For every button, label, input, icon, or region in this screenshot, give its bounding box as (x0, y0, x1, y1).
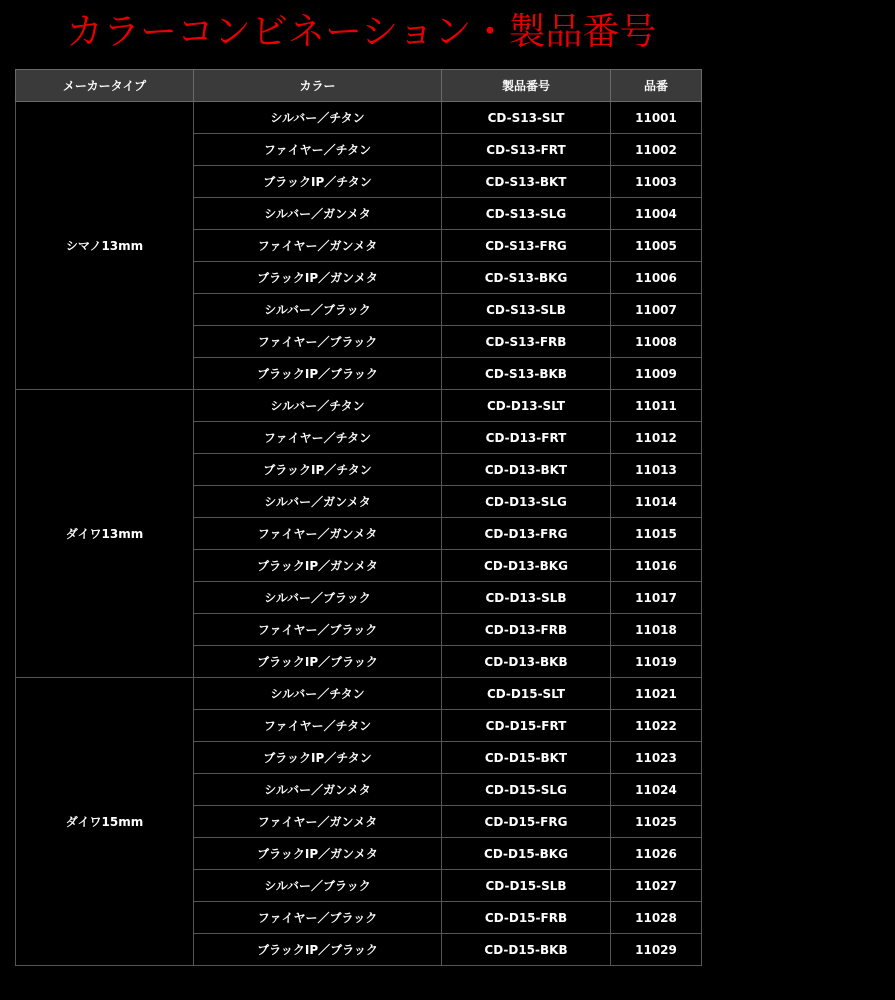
item-code-cell: 11023 (611, 742, 702, 774)
item-code-cell: 11005 (611, 230, 702, 262)
product-number-cell: CD-D15-FRT (442, 710, 611, 742)
product-number-cell: CD-S13-FRT (442, 134, 611, 166)
table-body (16, 102, 702, 966)
product-number-cell: CD-D13-FRB (442, 614, 611, 646)
color-cell: シルバー／ブラック (194, 582, 442, 614)
product-number-cell: CD-D15-FRG (442, 806, 611, 838)
color-cell: ブラックIP／ブラック (194, 934, 442, 966)
item-code-cell: 11001 (611, 102, 702, 134)
product-number-cell: CD-D13-FRG (442, 518, 611, 550)
color-cell: シルバー／ブラック (194, 294, 442, 326)
maker-type-cell: シマノ13mm (16, 102, 194, 390)
item-code-cell: 11015 (611, 518, 702, 550)
color-cell: シルバー／ガンメタ (194, 486, 442, 518)
color-cell: ファイヤー／ブラック (194, 902, 442, 934)
item-code-cell: 11029 (611, 934, 702, 966)
color-cell: シルバー／チタン (194, 678, 442, 710)
product-number-cell: CD-D13-BKB (442, 646, 611, 678)
color-cell: ファイヤー／ブラック (194, 614, 442, 646)
item-code-cell: 11012 (611, 422, 702, 454)
product-number-cell: CD-S13-SLB (442, 294, 611, 326)
product-number-cell: CD-D15-BKG (442, 838, 611, 870)
table-row (16, 102, 702, 134)
color-cell: ブラックIP／チタン (194, 454, 442, 486)
color-cell: シルバー／チタン (194, 102, 442, 134)
item-code-cell: 11014 (611, 486, 702, 518)
color-cell: ファイヤー／チタン (194, 422, 442, 454)
color-cell: ファイヤー／ブラック (194, 326, 442, 358)
product-number-cell: CD-D15-BKB (442, 934, 611, 966)
table-row (16, 390, 702, 422)
product-number-cell: CD-D13-SLB (442, 582, 611, 614)
maker-type-cell: ダイワ15mm (16, 678, 194, 966)
column-header-product-number: 製品番号 (442, 70, 611, 102)
item-code-cell: 11028 (611, 902, 702, 934)
product-number-cell: CD-S13-BKB (442, 358, 611, 390)
item-code-cell: 11002 (611, 134, 702, 166)
product-number-cell: CD-S13-SLG (442, 198, 611, 230)
product-number-cell: CD-S13-BKG (442, 262, 611, 294)
item-code-cell: 11018 (611, 614, 702, 646)
color-cell: ブラックIP／ガンメタ (194, 838, 442, 870)
column-header-maker-type: メーカータイプ (16, 70, 194, 102)
product-number-cell: CD-D13-FRT (442, 422, 611, 454)
table-row (16, 678, 702, 710)
item-code-cell: 11007 (611, 294, 702, 326)
color-cell: ブラックIP／ガンメタ (194, 550, 442, 582)
color-cell: シルバー／チタン (194, 390, 442, 422)
item-code-cell: 11006 (611, 262, 702, 294)
product-number-cell: CD-D13-BKG (442, 550, 611, 582)
item-code-cell: 11024 (611, 774, 702, 806)
item-code-cell: 11009 (611, 358, 702, 390)
product-number-cell: CD-D13-SLT (442, 390, 611, 422)
item-code-cell: 11011 (611, 390, 702, 422)
item-code-cell: 11017 (611, 582, 702, 614)
item-code-cell: 11022 (611, 710, 702, 742)
item-code-cell: 11021 (611, 678, 702, 710)
color-cell: ブラックIP／ブラック (194, 358, 442, 390)
product-table (15, 69, 702, 966)
product-number-cell: CD-D15-SLG (442, 774, 611, 806)
color-cell: ファイヤー／ガンメタ (194, 518, 442, 550)
item-code-cell: 11003 (611, 166, 702, 198)
product-number-cell: CD-D15-SLB (442, 870, 611, 902)
color-cell: ファイヤー／チタン (194, 710, 442, 742)
color-cell: ファイヤー／ガンメタ (194, 230, 442, 262)
color-cell: ファイヤー／ガンメタ (194, 806, 442, 838)
item-code-cell: 11026 (611, 838, 702, 870)
maker-type-cell: ダイワ13mm (16, 390, 194, 678)
column-header-color: カラー (194, 70, 442, 102)
product-number-cell: CD-D15-SLT (442, 678, 611, 710)
product-number-cell: CD-S13-FRG (442, 230, 611, 262)
column-header-item-code: 品番 (611, 70, 702, 102)
product-number-cell: CD-S13-SLT (442, 102, 611, 134)
item-code-cell: 11025 (611, 806, 702, 838)
color-cell: ファイヤー／チタン (194, 134, 442, 166)
item-code-cell: 11019 (611, 646, 702, 678)
color-cell: ブラックIP／チタン (194, 742, 442, 774)
product-number-cell: CD-D13-BKT (442, 454, 611, 486)
product-number-cell: CD-S13-BKT (442, 166, 611, 198)
product-number-cell: CD-D15-FRB (442, 902, 611, 934)
item-code-cell: 11013 (611, 454, 702, 486)
product-number-cell: CD-D13-SLG (442, 486, 611, 518)
product-number-cell: CD-D15-BKT (442, 742, 611, 774)
color-cell: ブラックIP／ガンメタ (194, 262, 442, 294)
page-title: カラーコンビネーション・製品番号 (66, 10, 657, 53)
color-cell: シルバー／ガンメタ (194, 198, 442, 230)
item-code-cell: 11008 (611, 326, 702, 358)
item-code-cell: 11016 (611, 550, 702, 582)
item-code-cell: 11027 (611, 870, 702, 902)
color-cell: ブラックIP／チタン (194, 166, 442, 198)
header-row (16, 70, 702, 102)
color-cell: シルバー／ガンメタ (194, 774, 442, 806)
color-cell: シルバー／ブラック (194, 870, 442, 902)
table-header (16, 70, 702, 102)
product-number-cell: CD-S13-FRB (442, 326, 611, 358)
color-cell: ブラックIP／ブラック (194, 646, 442, 678)
item-code-cell: 11004 (611, 198, 702, 230)
